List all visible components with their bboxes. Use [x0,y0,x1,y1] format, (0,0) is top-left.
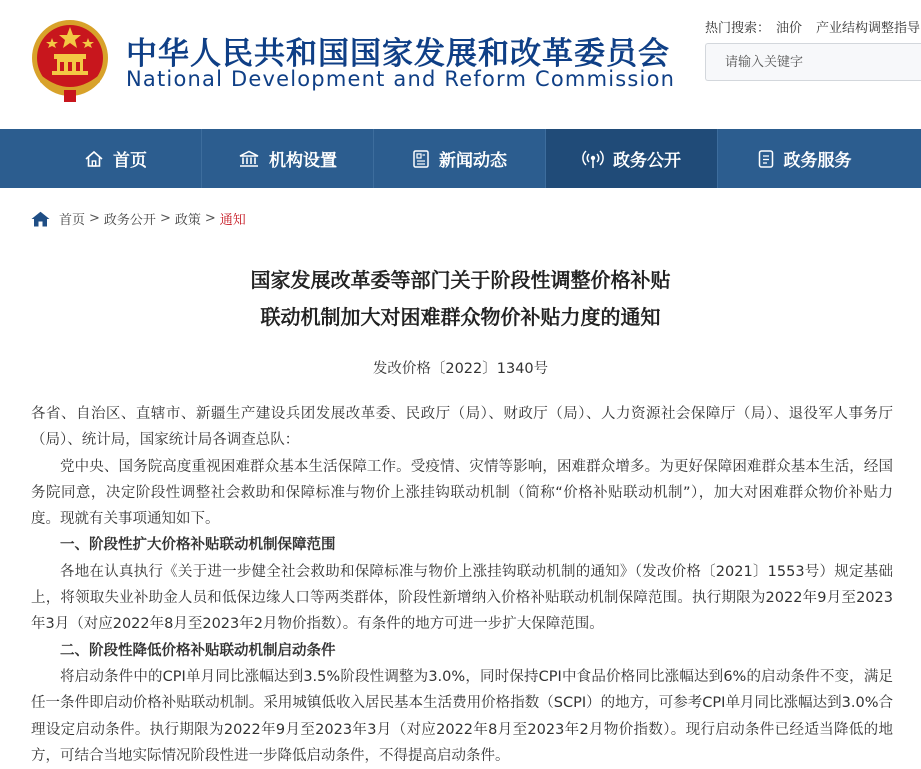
article-paragraph: 党中央、国务院高度重视困难群众基本生活保障工作。受疫情、灾情等影响，困难群众增多。为更好保障困难群众基本生活，经国务院同意，决定阶段性调整社会救助和保障标准与物价上涨挂钩联动机制（简称“价格补贴联动机制”），加大对困难群众物价补贴力度。现就有关事项通知如下。 [31,458,893,528]
breadcrumb-link-policy[interactable]: 政策 [174,213,201,228]
breadcrumb [31,209,246,228]
breadcrumb-separator: > [159,211,171,226]
document-number: 发改价格〔2022〕1340号 [372,361,549,377]
hot-search-item[interactable]: 油价 [776,21,803,36]
article-title-line2: 联动机制加大对困难群众物价补贴力度的通知 [260,305,661,329]
national-emblem-icon[interactable] [30,18,110,104]
breadcrumb-current[interactable]: 通知 [219,213,246,228]
nav-item-label: 新闻动态 [439,151,507,171]
nav-item-government-affairs[interactable] [546,129,718,188]
news-icon [412,149,430,169]
broadcast-icon [582,149,604,169]
institution-icon [238,150,260,168]
nav-item-label: 政务公开 [613,151,681,171]
nav-item-home[interactable] [0,129,202,188]
article-paragraph: 将启动条件中的CPI单月同比涨幅达到3.5%阶段性调整为3.0%，同时保持CPI中食品价格同比涨幅达到6%的启动条件不变，满足任一条件即启动价格补贴联动机制。采用城镇低收入居民基本生活费用价格指数（SCPI）的地方，可参考CPI单月同比涨幅达到3.0%合理设定启动条件。执行期限为2022年9月至2023年3月（对应2022年8月至2023年2月物价指数）。现行启动条件已经适当降低的地方，可结合当地实际情况阶段性进一步降低启动条件，不得提高启动条件。 [31,668,893,764]
main-nav [0,129,921,188]
document-icon [757,149,775,169]
hot-search-item[interactable]: 产业结构调整指导 [816,21,921,36]
nav-item-label: 首页 [113,151,147,171]
home-icon [84,150,104,168]
nav-item-label: 机构设置 [269,151,337,171]
article-body [31,401,893,769]
home-icon[interactable] [31,211,50,227]
breadcrumb-separator: > [204,211,216,226]
nav-item-news[interactable] [374,129,546,188]
nav-item-label: 政务服务 [783,151,852,171]
article-paragraph: 各地在认真执行《关于进一步健全社会救助和保障标准与物价上涨挂钩联动机制的通知》（发改价格〔2021〕1553号）规定基础上，将领取失业补助金人员和低保边缘人口等两类群体，阶段性新增纳入价格补贴联动机制保障范围。执行期限为2022年9月至2023年3月（对应2022年8月至2023年2月物价指数）。有条件的地方可进一步扩大保障范围。 [31,563,893,633]
nav-item-institution[interactable] [202,129,374,188]
article-section-heading: 二、阶段性降低价格补贴联动机制启动条件 [60,642,336,659]
site-title-en[interactable]: National Development and Reform Commission [126,67,676,91]
hot-search-label: 热门搜索： [705,21,771,36]
site-title-cn[interactable]: 中华人民共和国国家发展和改革委员会 [126,36,670,72]
search-input[interactable] [705,43,921,81]
site-header [0,0,921,129]
breadcrumb-link-home[interactable]: 首页 [59,213,86,228]
article-addressee: 各省、自治区、直辖市、新疆生产建设兵团发展改革委、民政厅（局）、财政厅（局）、人力资源社会保障厅（局）、退役军人事务厅（局）、统计局，国家统计局各调查总队： [31,406,893,449]
article-section-heading: 一、阶段性扩大价格补贴联动机制保障范围 [60,537,336,554]
breadcrumb-separator: > [89,211,100,226]
article-title-line1: 国家发展改革委等部门关于阶段性调整价格补贴 [250,268,671,292]
nav-item-government-services[interactable] [718,129,890,188]
breadcrumb-link-government-affairs[interactable]: 政务公开 [103,213,156,228]
hot-search [705,17,920,36]
